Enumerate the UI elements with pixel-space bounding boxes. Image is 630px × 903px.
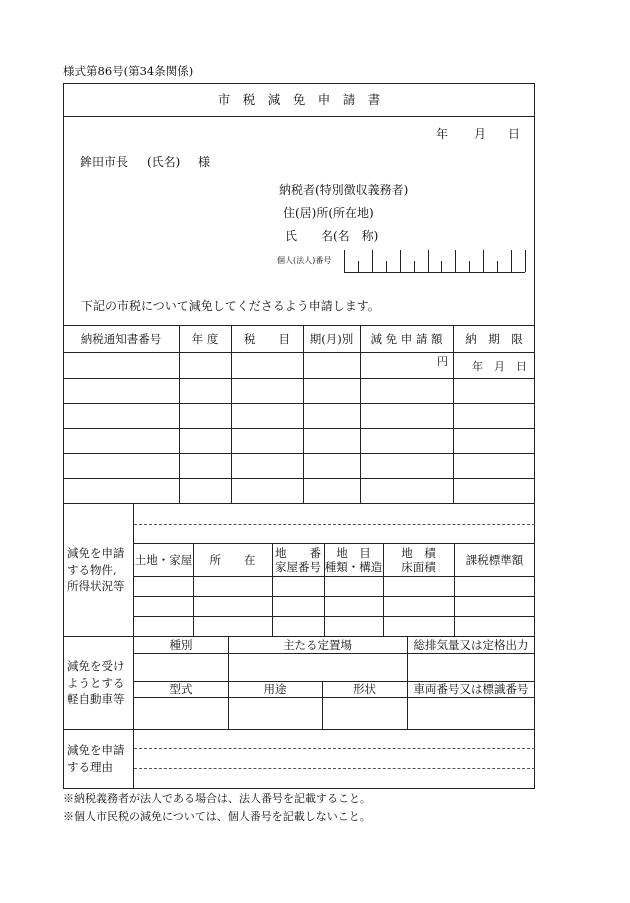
header-exemption-amount: 減 免 申 請 額 [370, 331, 443, 346]
header-land-area: 地 積 [401, 545, 436, 560]
header-vehicle-shape: 形状 [353, 682, 376, 697]
header-tax-base-value: 課税標準額 [465, 552, 524, 567]
note-corporate-number: ※納税義務者が法人である場合は、法人番号を記載すること。 [63, 792, 371, 805]
header-main-storage-location: 主たる定置場 [283, 637, 352, 652]
header-vehicle-number: 車両番号又は標識番号 [413, 682, 529, 697]
header-vehicle-model: 型式 [169, 682, 193, 697]
header-structure-type: 種類・構造 [324, 560, 383, 574]
header-lot-house [272, 544, 324, 576]
header-fiscal-year: 年 度 [191, 331, 219, 346]
header-period: 期(月)別 [309, 331, 354, 346]
applicant-name-label: 氏 名(名 称) [285, 229, 379, 243]
header-tax-item: 税 目 [244, 331, 290, 346]
applicant-heading: 納税者(特別徴収義務者) [279, 183, 409, 197]
header-property-type: 土地・家屋 [134, 552, 193, 567]
personal-number-label: 個人(法人)番号 [277, 256, 332, 265]
vehicle-section-label-text: 減免を受けようとする軽自動車等 [67, 658, 125, 707]
form-number: 様式第86号(第34条関係) [63, 64, 194, 78]
date-day: 日 [508, 127, 521, 141]
request-text: 下記の市税について減免してくださるよう申請します。 [81, 299, 380, 313]
vehicle-section-label [63, 637, 133, 729]
due-date-format: 年 月 日 [472, 360, 527, 373]
form-title: 市 税 減 免 申 請 書 [217, 92, 381, 108]
header-category-structure [324, 544, 383, 576]
header-house-number: 家屋番号 [275, 560, 321, 574]
header-property-location: 所 在 [209, 552, 256, 567]
header-area-floor [383, 544, 454, 576]
date-year: 年 [436, 127, 449, 141]
reason-section-label [63, 730, 133, 788]
property-section-label-text: 減免を申請する物件,所得状況等 [67, 545, 125, 594]
amount-unit-yen: 円 [437, 355, 448, 368]
header-land-category: 地 目 [336, 545, 371, 560]
header-displacement-output: 総排気量又は定格出力 [413, 637, 529, 652]
addressee-name: (氏名) [147, 155, 181, 169]
reason-section-label-text: 減免を申請する理由 [67, 743, 125, 774]
addressee-honorific: 様 [198, 155, 211, 169]
header-lot-number: 地 番 [275, 545, 321, 560]
personal-number-boxes[interactable] [344, 250, 525, 272]
header-notice-number: 納税通知書番号 [80, 331, 162, 346]
header-vehicle-use: 用途 [263, 682, 287, 697]
note-personal-number: ※個人市民税の減免については、個人番号を記載しないこと。 [63, 810, 371, 823]
date-month: 月 [474, 127, 487, 141]
header-floor-area: 床面積 [401, 560, 436, 574]
header-vehicle-category: 種別 [169, 637, 193, 652]
addressee-mayor: 鉾田市長 [80, 155, 129, 169]
applicant-address-label: 住(居)所(所在地) [283, 206, 374, 220]
header-due-date: 納 期 限 [465, 331, 523, 346]
property-section-label [63, 504, 133, 636]
